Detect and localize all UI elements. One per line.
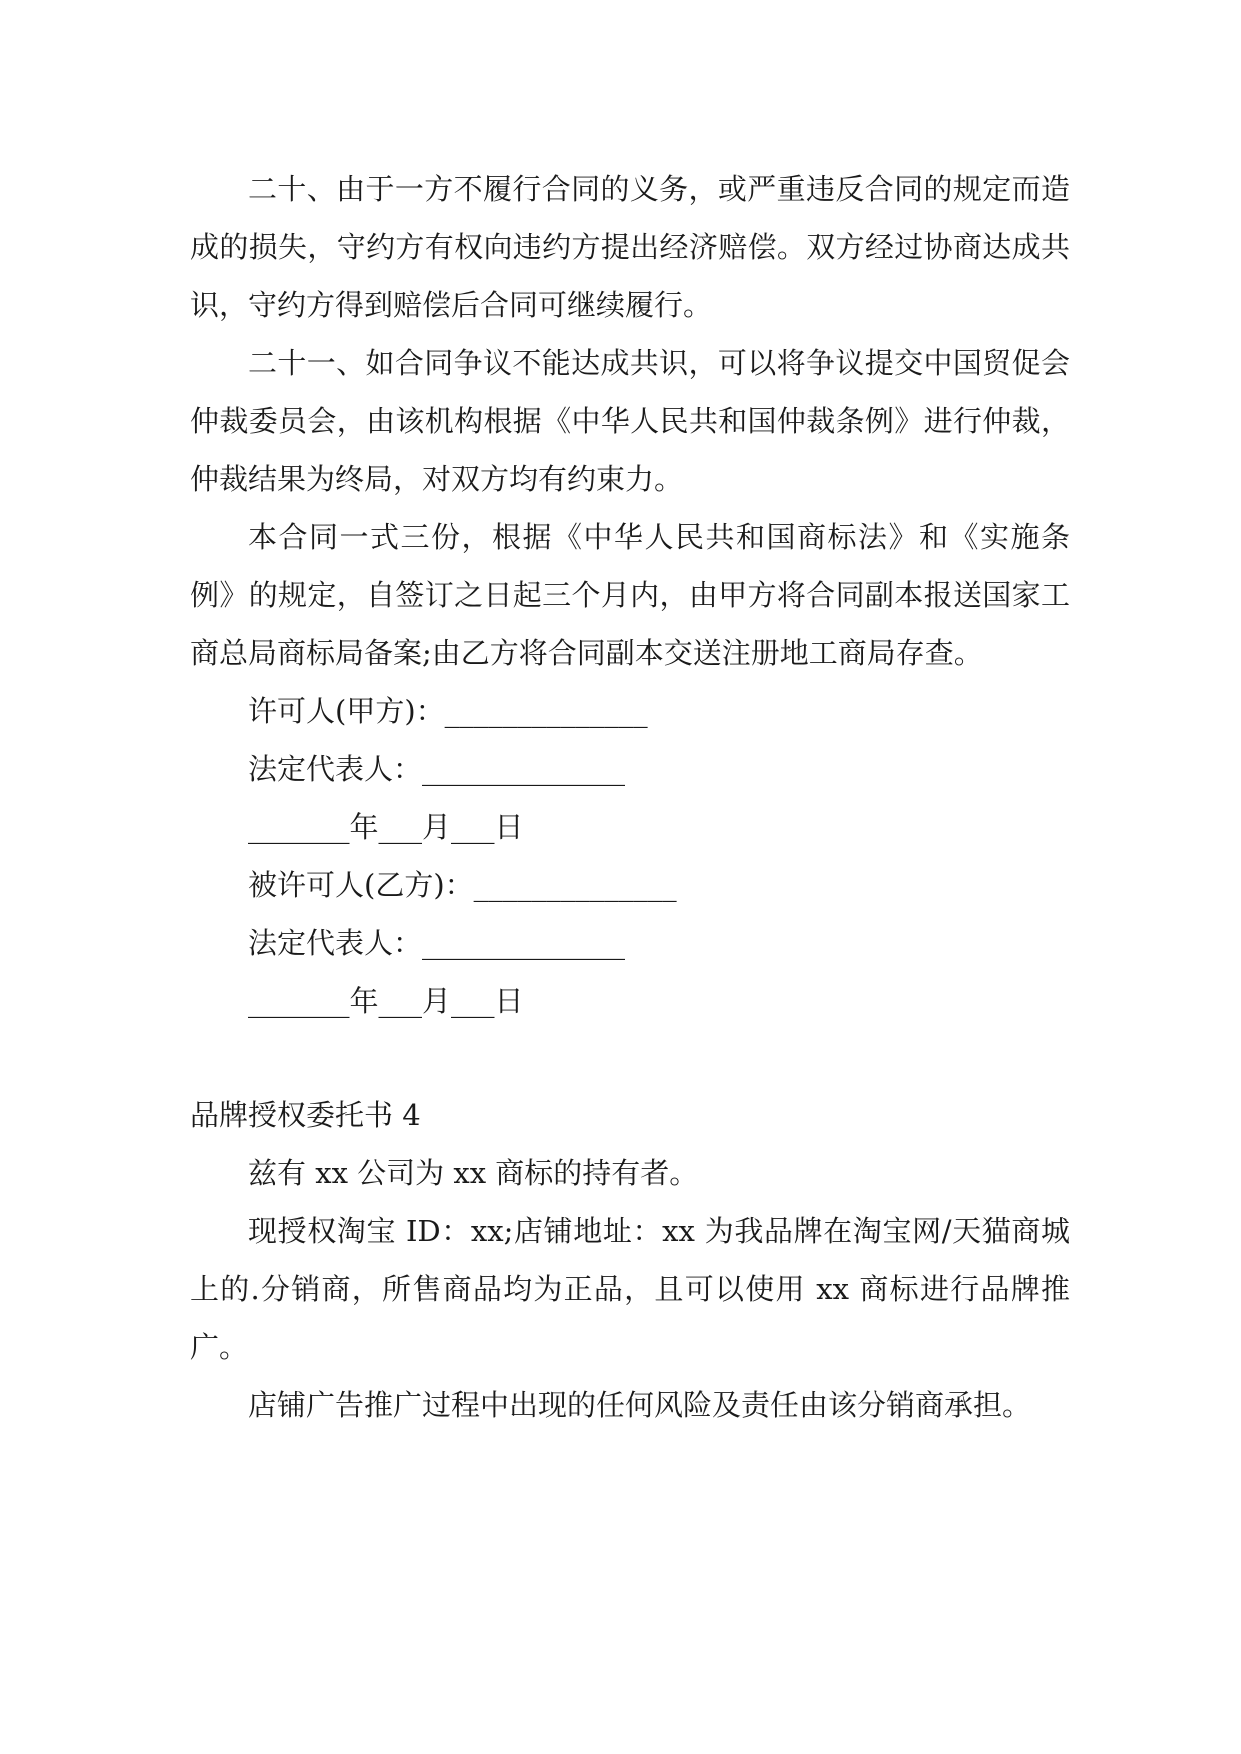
- clause-20-paragraph: 二十、由于一方不履行合同的义务，或严重违反合同的规定而造成的损失，守约方有权向违约方提出经济赔偿。双方经过协商达成共识，守约方得到赔偿后合同可继续履行。: [190, 172, 1070, 322]
- licensor-signature-line: 许可人(甲方)：______________: [248, 694, 648, 728]
- copies-paragraph: 本合同一式三份，根据《中华人民共和国商标法》和《实施条例》的规定，自签订之日起三个月内，由甲方将合同副本报送国家工商总局商标局备案;由乙方将合同副本交送注册地工商局存查。: [190, 520, 1070, 670]
- licensee-date-line: _______年___月___日: [248, 984, 524, 1018]
- licensor-legal-rep-line: 法定代表人：______________: [248, 752, 626, 786]
- licensee-legal-rep-line: 法定代表人：______________: [248, 926, 626, 960]
- document-body: [190, 160, 1070, 1434]
- liability-paragraph: 店铺广告推广过程中出现的任何风险及责任由该分销商承担。: [248, 1388, 1032, 1422]
- trademark-holder-paragraph: 兹有 xx 公司为 xx 商标的持有者。: [248, 1156, 699, 1190]
- authorization-paragraph: 现授权淘宝 ID：xx;店铺地址：xx 为我品牌在淘宝网/天猫商城上的.分销商，所售商品均为正品，且可以使用 xx 商标进行品牌推广。: [190, 1214, 1070, 1364]
- clause-21-paragraph: 二十一、如合同争议不能达成共识，可以将争议提交中国贸促会仲裁委员会，由该机构根据《中华人民共和国仲裁条例》进行仲裁，仲裁结果为终局，对双方均有约束力。: [190, 346, 1070, 496]
- licensee-signature-line: 被许可人(乙方)：______________: [248, 868, 677, 902]
- licensor-date-line: _______年___月___日: [248, 810, 524, 844]
- section-heading: 品牌授权委托书 4: [190, 1098, 421, 1132]
